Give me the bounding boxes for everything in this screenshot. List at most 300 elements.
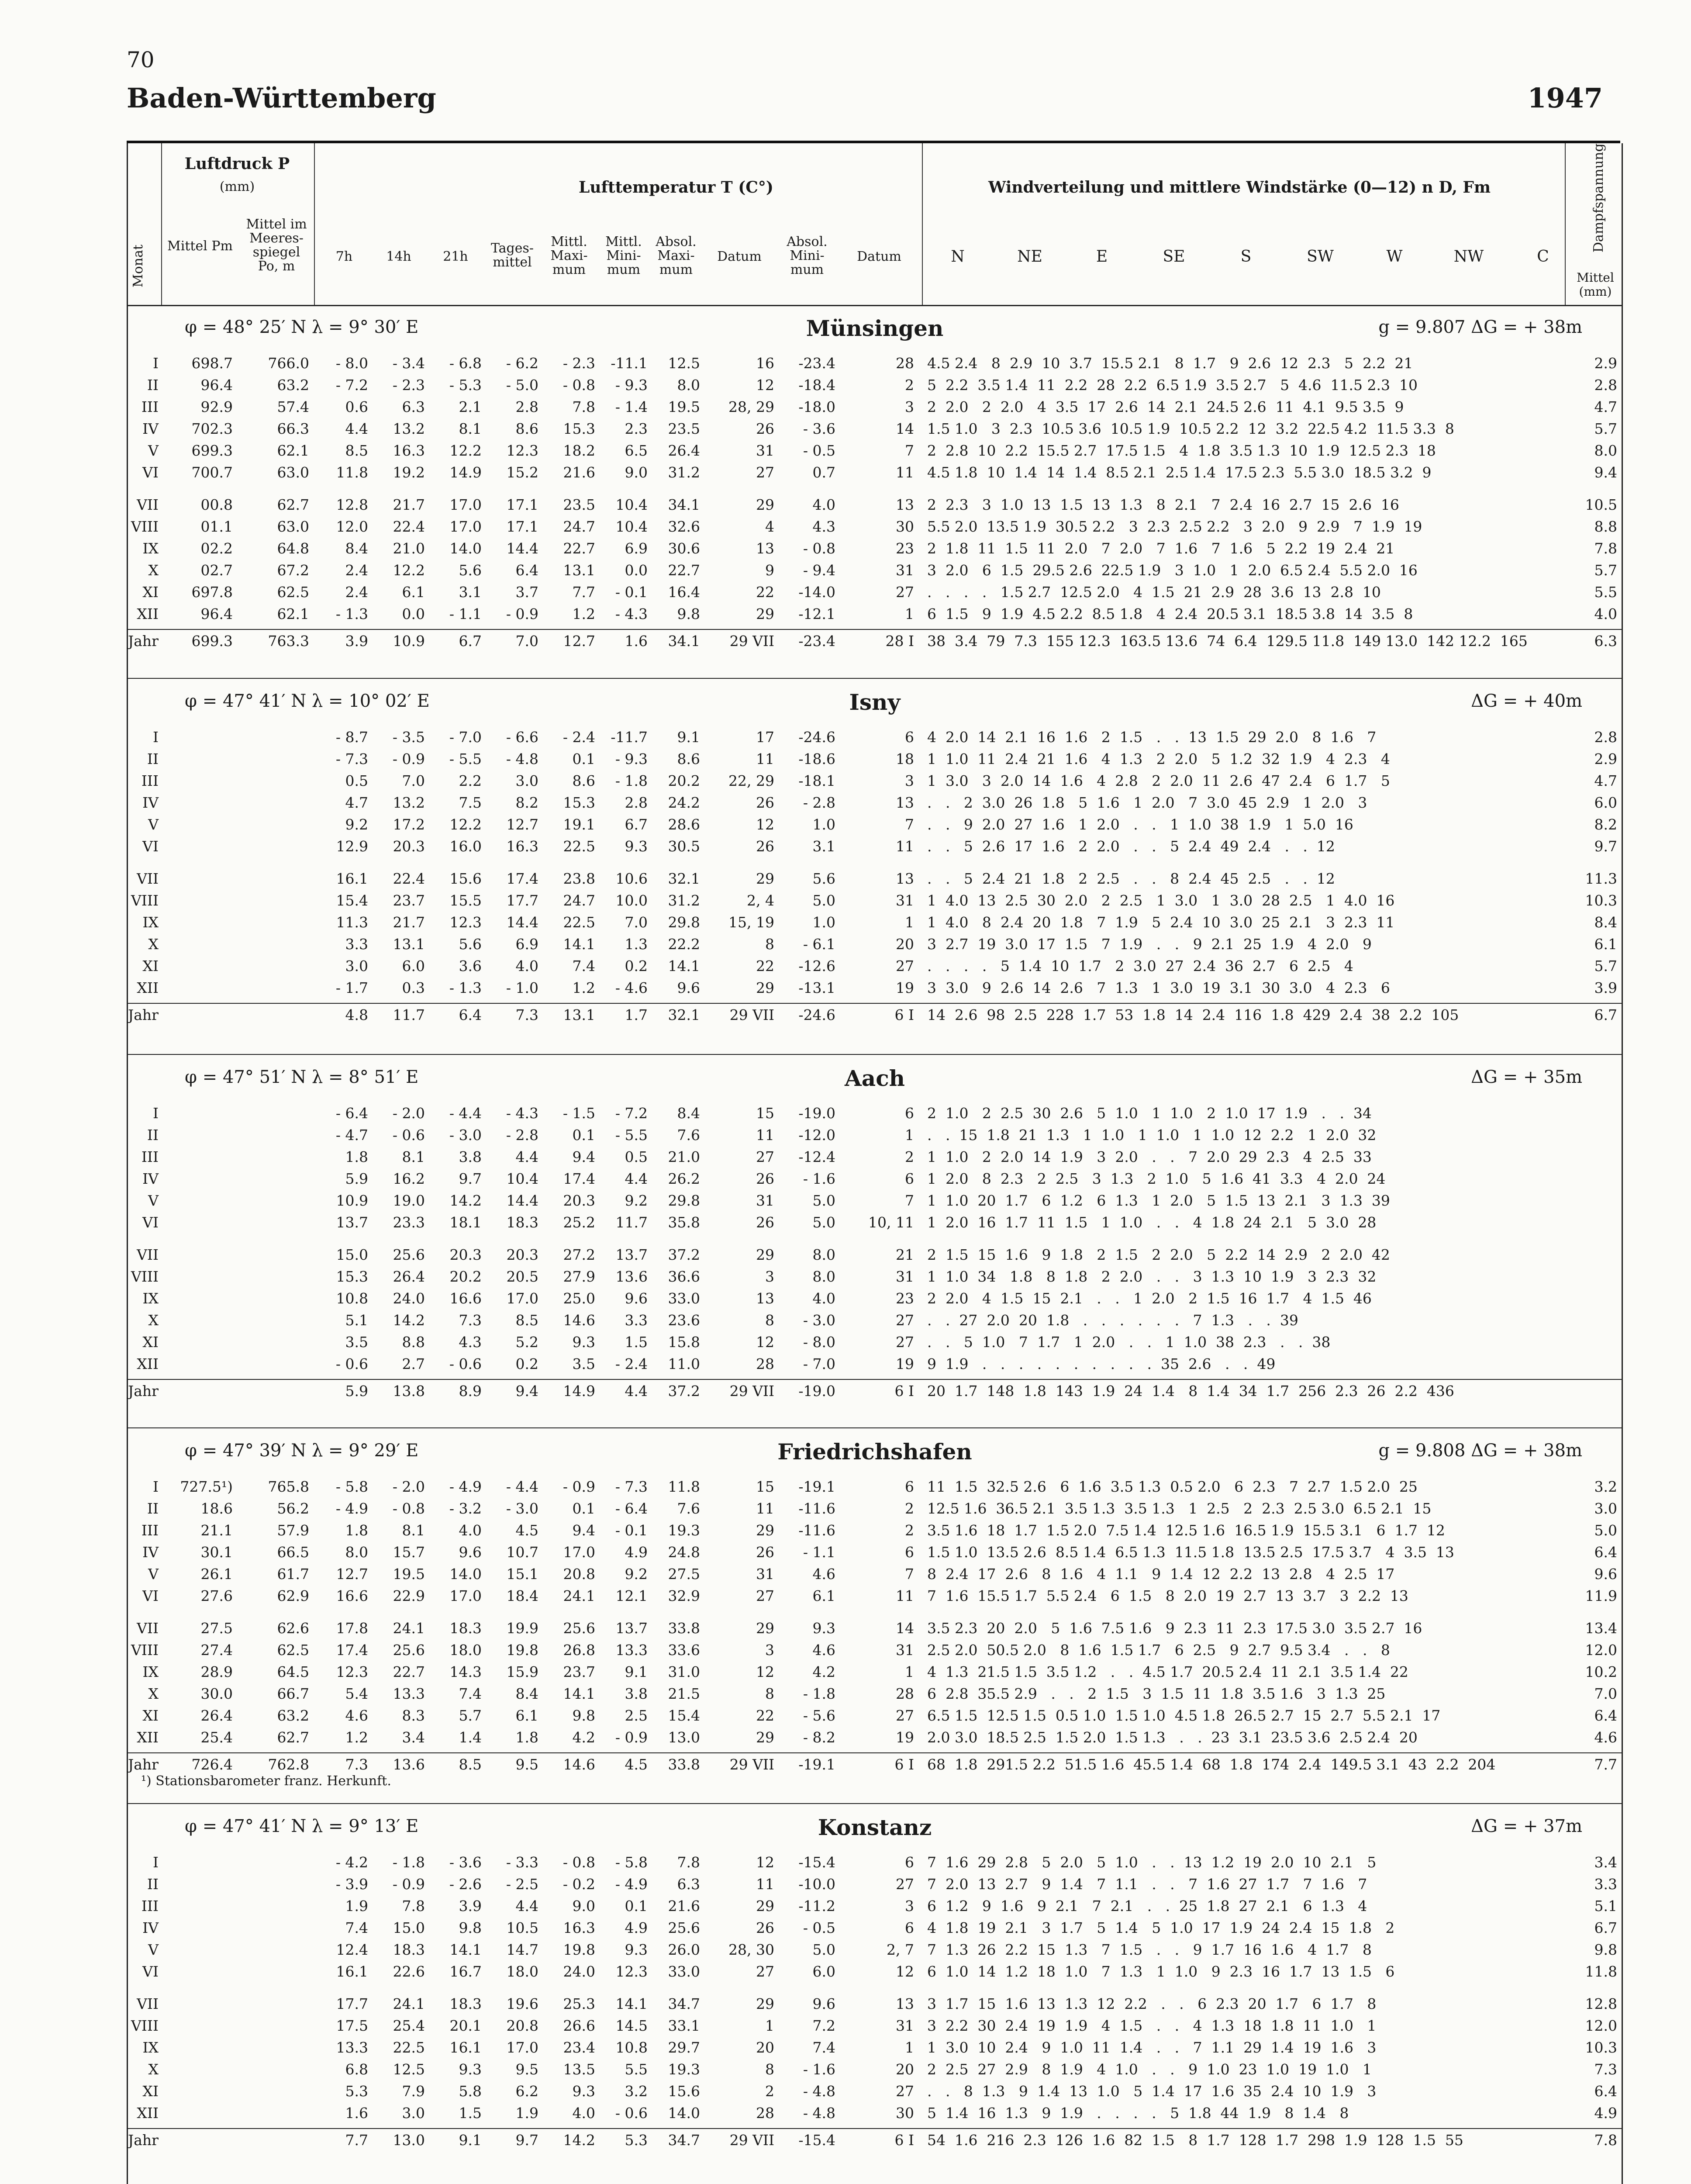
cell-wind: 6 1.2 9 1.6 9 2.1 7 2.1 . . 25 1.8 27 2.1 6 1.3 4 xyxy=(927,1897,1367,1914)
cell-mn: 10.0 xyxy=(615,892,648,909)
cell-t14: 21.7 xyxy=(393,914,425,931)
cell-tm: 8.6 xyxy=(515,420,538,437)
cell-t7: - 7.3 xyxy=(335,750,368,767)
cell-tm: 14.4 xyxy=(506,1192,538,1209)
cell-mn: 14.1 xyxy=(615,1995,648,2012)
station-coordinates: φ = 48° 25′ N λ = 9° 30′ E xyxy=(185,317,419,337)
cell-t14: 19.0 xyxy=(393,1192,425,1209)
cell-amn: - 1.8 xyxy=(803,1685,835,1702)
cell-t14: 13.6 xyxy=(393,1756,425,1773)
cell-amx: 35.8 xyxy=(668,1214,700,1231)
cell-mx: 14.6 xyxy=(563,1756,595,1773)
cell-tm: 6.2 xyxy=(515,2083,538,2100)
cell-d2: 30 xyxy=(896,2105,914,2122)
cell-mn: -11.7 xyxy=(611,729,648,746)
cell-mn: 0.2 xyxy=(625,957,648,975)
month-label: Jahr xyxy=(128,1382,159,1400)
cell-mx: 9.4 xyxy=(572,1148,595,1165)
cell-amn: 7.4 xyxy=(812,2039,835,2056)
month-label: VIII xyxy=(131,892,159,909)
cell-amn: -10.0 xyxy=(798,1876,835,1893)
cell-dampf: 5.7 xyxy=(1594,562,1617,579)
cell-tm: 17.0 xyxy=(506,1290,538,1307)
cell-dampf: 5.7 xyxy=(1594,420,1617,437)
cell-mx: 0.1 xyxy=(572,750,595,767)
cell-amx: 8.0 xyxy=(677,377,700,394)
cell-mx: 9.3 xyxy=(572,1334,595,1351)
cell-amn: - 0.5 xyxy=(803,442,835,459)
cell-amx: 30.5 xyxy=(668,838,700,855)
header-wind-sw: SW xyxy=(1307,248,1334,266)
cell-tm: 4.4 xyxy=(515,1148,538,1165)
cell-d1: 15 xyxy=(756,1105,774,1122)
cell-amx: 15.6 xyxy=(668,2083,700,2100)
cell-amn: 6.1 xyxy=(812,1587,835,1604)
cell-d1: 26 xyxy=(756,1170,774,1187)
cell-amn: - 4.8 xyxy=(803,2083,835,2100)
cell-amx: 7.6 xyxy=(677,1500,700,1517)
month-label: V xyxy=(148,442,159,459)
cell-amx: 16.4 xyxy=(668,584,700,601)
cell-tm: 17.0 xyxy=(506,2039,538,2056)
cell-t14: 24.1 xyxy=(393,1995,425,2012)
cell-pm: 30.0 xyxy=(200,1685,233,1702)
cell-pm: 26.4 xyxy=(200,1707,233,1724)
cell-t7: 7.4 xyxy=(345,1919,368,1936)
cell-amx: 14.1 xyxy=(668,957,700,975)
header-abs-max: Absol. Maxi-mum xyxy=(656,234,697,277)
cell-wind: 2 2.8 10 2.2 15.5 2.7 17.5 1.5 4 1.8 3.5 1.3 10 1.9 12.5 2.3 18 xyxy=(927,442,1436,459)
cell-d2: 3 xyxy=(905,398,914,415)
cell-mx: 17.4 xyxy=(563,1170,595,1187)
cell-t14: 16.2 xyxy=(393,1170,425,1187)
cell-po: 66.7 xyxy=(277,1685,309,1702)
cell-tm: 18.4 xyxy=(506,1587,538,1604)
cell-t7: 1.9 xyxy=(345,1897,368,1914)
cell-d1: 17 xyxy=(756,729,774,746)
cell-t21: 15.6 xyxy=(449,870,482,887)
cell-wind: 6 1.5 9 1.9 4.5 2.2 8.5 1.8 4 2.4 20.5 3.1 18.5 3.8 14 3.5 8 xyxy=(927,605,1413,622)
cell-d2: 28 I xyxy=(885,632,914,650)
month-label: VI xyxy=(142,464,159,481)
cell-dampf: 8.4 xyxy=(1594,914,1617,931)
cell-d2: 6 xyxy=(905,1854,914,1871)
cell-d1: 12 xyxy=(756,377,774,394)
cell-t21: 7.5 xyxy=(459,794,482,811)
cell-amx: 34.7 xyxy=(668,2132,700,2149)
table-row xyxy=(128,2015,1622,2036)
header-t7: 7h xyxy=(335,249,353,264)
cell-t14: 8.8 xyxy=(402,1334,425,1351)
cell-dampf: 2.8 xyxy=(1594,377,1617,394)
station-header xyxy=(128,1067,1622,1093)
cell-dampf: 7.7 xyxy=(1594,1756,1617,1773)
cell-wind: 11 1.5 32.5 2.6 6 1.6 3.5 1.3 0.5 2.0 6 2.3 7 2.7 1.5 2.0 25 xyxy=(927,1478,1418,1495)
cell-d1: 28, 29 xyxy=(728,398,774,415)
cell-t7: - 4.2 xyxy=(335,1854,368,1871)
cell-t7: 7.3 xyxy=(345,1756,368,1773)
cell-d1: 15 xyxy=(756,1478,774,1495)
cell-d1: 8 xyxy=(765,2061,774,2078)
month-label: XII xyxy=(137,979,159,996)
cell-t21: 17.0 xyxy=(449,518,482,535)
cell-d1: 1 xyxy=(765,2017,774,2034)
cell-mx: - 0.9 xyxy=(563,1478,595,1495)
cell-t21: 1.5 xyxy=(459,2105,482,2122)
cell-pm: 700.7 xyxy=(191,464,233,481)
cell-t21: - 4.9 xyxy=(449,1478,482,1495)
table-row xyxy=(128,1309,1622,1331)
cell-mx: - 0.2 xyxy=(563,1876,595,1893)
cell-d2: 20 xyxy=(896,2061,914,2078)
cell-amn: -15.4 xyxy=(798,1854,835,1871)
table-row xyxy=(128,439,1622,461)
cell-t21: 17.0 xyxy=(449,1587,482,1604)
month-label: VI xyxy=(142,1214,159,1231)
cell-t21: 6.4 xyxy=(459,1006,482,1023)
cell-tm: 8.2 xyxy=(515,794,538,811)
table-row xyxy=(128,1873,1622,1895)
cell-tm: 2.8 xyxy=(515,398,538,415)
station-header xyxy=(128,1441,1622,1467)
month-label: X xyxy=(148,2061,159,2078)
cell-t21: 4.0 xyxy=(459,1522,482,1539)
table-row xyxy=(128,559,1622,581)
cell-d2: 13 xyxy=(896,1995,914,2012)
header-wind-n: N xyxy=(951,248,965,266)
cell-tm: 6.1 xyxy=(515,1707,538,1724)
cell-tm: - 4.3 xyxy=(506,1105,538,1122)
cell-dampf: 2.8 xyxy=(1594,729,1617,746)
cell-d1: 3 xyxy=(765,1641,774,1659)
cell-d1: 29 xyxy=(756,605,774,622)
cell-po: 62.5 xyxy=(277,1641,309,1659)
month-label: VIII xyxy=(131,1641,159,1659)
cell-tm: 17.1 xyxy=(506,496,538,513)
cell-amx: 37.2 xyxy=(668,1246,700,1263)
cell-t7: 5.4 xyxy=(345,1685,368,1702)
cell-d1: 12 xyxy=(756,1334,774,1351)
cell-t21: - 5.5 xyxy=(449,750,482,767)
header-luftdruck: Luftdruck P xyxy=(184,155,290,173)
cell-amx: 9.6 xyxy=(677,979,700,996)
cell-wind: 2 2.0 2 2.0 4 3.5 17 2.6 14 2.1 24.5 2.6 11 4.1 9.5 3.5 9 xyxy=(927,398,1404,415)
cell-d1: 16 xyxy=(756,355,774,372)
cell-dampf: 6.0 xyxy=(1594,794,1617,811)
month-label: V xyxy=(148,1192,159,1209)
cell-d1: 27 xyxy=(756,1587,774,1604)
cell-mn: 13.6 xyxy=(615,1268,648,1285)
cell-pm: 92.9 xyxy=(200,398,233,415)
cell-t7: 15.3 xyxy=(336,1268,368,1285)
cell-d1: 29 xyxy=(756,1620,774,1637)
cell-d2: 1 xyxy=(905,914,914,931)
month-label: I xyxy=(152,1854,159,1871)
cell-amn: - 2.8 xyxy=(803,794,835,811)
cell-mx: 15.3 xyxy=(563,420,595,437)
station-name: Friedrichshafen xyxy=(777,1439,972,1465)
cell-t21: 6.7 xyxy=(459,632,482,650)
cell-t21: - 3.2 xyxy=(449,1500,482,1517)
cell-mn: - 7.3 xyxy=(615,1478,648,1495)
station-name: Konstanz xyxy=(818,1814,932,1840)
cell-wind: 3 2.0 6 1.5 29.5 2.6 22.5 1.9 3 1.0 1 2.0 6.5 2.4 5.5 2.0 16 xyxy=(927,562,1418,579)
cell-mx: 26.6 xyxy=(563,2017,595,2034)
cell-amx: 12.5 xyxy=(668,355,700,372)
cell-wind: 1 3.0 3 2.0 14 1.6 4 2.8 2 2.0 11 2.6 47 2.4 6 1.7 5 xyxy=(927,772,1390,789)
cell-pm: 697.8 xyxy=(191,584,233,601)
cell-wind: . . 2 3.0 26 1.8 5 1.6 1 2.0 7 3.0 45 2.9 1 2.0 3 xyxy=(927,794,1367,811)
table-row xyxy=(128,1726,1622,1748)
header-mittl-min: Mittl. Mini-mum xyxy=(605,234,642,277)
cell-t21: 14.9 xyxy=(449,464,482,481)
cell-t14: 24.0 xyxy=(393,1290,425,1307)
cell-amn: 1.0 xyxy=(812,914,835,931)
month-label: VII xyxy=(137,870,159,887)
cell-mn: 10.4 xyxy=(615,496,648,513)
table-row xyxy=(128,1265,1622,1287)
header-datum-2: Datum xyxy=(857,249,901,264)
cell-mn: 9.1 xyxy=(625,1663,648,1680)
cell-d2: 6 xyxy=(905,1544,914,1561)
cell-t7: 5.9 xyxy=(345,1382,368,1400)
month-label: Jahr xyxy=(128,1006,159,1023)
cell-t7: 12.9 xyxy=(336,838,368,855)
table-row xyxy=(128,1244,1622,1265)
cell-d2: 12 xyxy=(896,1963,914,1980)
month-label: Jahr xyxy=(128,2132,159,2149)
cell-mn: 4.9 xyxy=(625,1919,648,1936)
cell-amx: 19.5 xyxy=(668,398,700,415)
cell-d1: 12 xyxy=(756,816,774,833)
cell-dampf: 10.2 xyxy=(1585,1663,1617,1680)
cell-t21: - 7.0 xyxy=(449,729,482,746)
cell-mn: 10.6 xyxy=(615,870,648,887)
cell-t14: 18.3 xyxy=(393,1941,425,1958)
footnote: ¹) Stationsbarometer franz. Herkunft. xyxy=(141,1773,391,1789)
cell-amx: 26.2 xyxy=(668,1170,700,1187)
cell-mn: 0.1 xyxy=(625,1897,648,1914)
month-label: XI xyxy=(142,957,159,975)
cell-mn: -11.1 xyxy=(611,355,648,372)
table-row xyxy=(128,1704,1622,1726)
cell-amn: 1.0 xyxy=(812,816,835,833)
cell-wind: 1 4.0 8 2.4 20 1.8 7 1.9 5 2.4 10 3.0 25 2.1 3 2.3 11 xyxy=(927,914,1395,931)
cell-dampf: 4.0 xyxy=(1594,605,1617,622)
month-label: II xyxy=(147,1500,159,1517)
cell-d1: 29 xyxy=(756,1897,774,1914)
cell-d2: 6 I xyxy=(894,1382,914,1400)
month-label: X xyxy=(148,1685,159,1702)
cell-amn: -12.4 xyxy=(798,1148,835,1165)
cell-t14: 26.4 xyxy=(393,1268,425,1285)
cell-tm: 5.2 xyxy=(515,1334,538,1351)
cell-amx: 13.0 xyxy=(668,1729,700,1746)
cell-amn: 9.6 xyxy=(812,1995,835,2012)
cell-amx: 32.1 xyxy=(668,870,700,887)
cell-t14: - 0.9 xyxy=(392,1876,425,1893)
month-label: VIII xyxy=(131,518,159,535)
cell-t7: 0.6 xyxy=(345,398,368,415)
cell-mn: 4.9 xyxy=(625,1544,648,1561)
cell-mx: 14.1 xyxy=(563,1685,595,1702)
cell-tm: 1.9 xyxy=(515,2105,538,2122)
month-label: X xyxy=(148,562,159,579)
cell-d1: 29 xyxy=(756,1246,774,1263)
cell-t7: 4.6 xyxy=(345,1707,368,1724)
cell-wind: 7 1.6 15.5 1.7 5.5 2.4 6 1.5 8 2.0 19 2.7 13 3.7 3 2.2 13 xyxy=(927,1587,1408,1604)
month-label: II xyxy=(147,377,159,394)
cell-amx: 29.8 xyxy=(668,914,700,931)
cell-po: 67.2 xyxy=(277,562,309,579)
cell-wind: 7 1.3 26 2.2 15 1.3 7 1.5 . . 9 1.7 16 1.6 4 1.7 8 xyxy=(927,1941,1372,1958)
cell-t7: - 4.7 xyxy=(335,1127,368,1144)
cell-t21: 3.9 xyxy=(459,1897,482,1914)
cell-mn: 4.5 xyxy=(625,1756,648,1773)
cell-wind: 1 4.0 13 2.5 30 2.0 2 2.5 1 3.0 1 3.0 28 2.5 1 4.0 16 xyxy=(927,892,1395,909)
cell-amx: 6.3 xyxy=(677,1876,700,1893)
cell-mn: 12.3 xyxy=(615,1963,648,1980)
cell-t7: - 8.0 xyxy=(335,355,368,372)
table-row xyxy=(128,813,1622,835)
cell-t7: 16.1 xyxy=(336,870,368,887)
cell-d2: 31 xyxy=(896,1268,914,1285)
month-label: Jahr xyxy=(128,1756,159,1773)
header-wind-nw: NW xyxy=(1453,248,1484,266)
cell-t14: 19.5 xyxy=(393,1565,425,1583)
month-label: I xyxy=(152,1105,159,1122)
cell-tm: 9.5 xyxy=(515,2061,538,2078)
cell-wind: 2 2.0 4 1.5 15 2.1 . . 1 2.0 2 1.5 16 1.7 4 1.5 46 xyxy=(927,1290,1372,1307)
station-coordinates: φ = 47° 51′ N λ = 8° 51′ E xyxy=(185,1067,419,1087)
table-row xyxy=(128,835,1622,857)
station-header xyxy=(128,1816,1622,1842)
cell-amx: 31.2 xyxy=(668,464,700,481)
cell-d1: 12 xyxy=(756,1854,774,1871)
station-gravity: g = 9.807 ΔG = + 38m xyxy=(1378,317,1582,337)
cell-t14: 22.6 xyxy=(393,1963,425,1980)
cell-amn: 0.7 xyxy=(812,464,835,481)
cell-d1: 29 xyxy=(756,870,774,887)
cell-tm: 20.3 xyxy=(506,1246,538,1263)
station-name: Aach xyxy=(845,1065,905,1091)
header-mittel-po: Mittel im Meeres-spiegel Po, m xyxy=(246,217,307,274)
table-row xyxy=(128,2080,1622,2102)
cell-t21: 20.2 xyxy=(449,1268,482,1285)
month-label: Jahr xyxy=(128,632,159,650)
cell-wind: 3.5 1.6 18 1.7 1.5 2.0 7.5 1.4 12.5 1.6 16.5 1.9 15.5 3.1 6 1.7 12 xyxy=(927,1522,1445,1539)
cell-d2: 27 xyxy=(896,957,914,975)
cell-po: 62.5 xyxy=(277,584,309,601)
month-label: IX xyxy=(142,2039,159,2056)
cell-mn: 2.8 xyxy=(625,794,648,811)
cell-wind: 5 2.2 3.5 1.4 11 2.2 28 2.2 6.5 1.9 3.5 2.7 5 4.6 11.5 2.3 10 xyxy=(927,377,1418,394)
cell-dampf: 3.4 xyxy=(1594,1854,1617,1871)
cell-d1: 29 VII xyxy=(729,1756,774,1773)
cell-t7: 1.8 xyxy=(345,1148,368,1165)
cell-amx: 25.6 xyxy=(668,1919,700,1936)
cell-mx: 23.4 xyxy=(563,2039,595,2056)
cell-wind: 6.5 1.5 12.5 1.5 0.5 1.0 1.5 1.0 4.5 1.8 26.5 2.7 15 2.7 5.5 2.1 17 xyxy=(927,1707,1441,1724)
table-row xyxy=(128,515,1622,537)
cell-d1: 27 xyxy=(756,464,774,481)
cell-tm: 6.4 xyxy=(515,562,538,579)
cell-d1: 12 xyxy=(756,1663,774,1680)
cell-amn: -12.1 xyxy=(798,605,835,622)
cell-t21: 5.7 xyxy=(459,1707,482,1724)
cell-d2: 19 xyxy=(896,1729,914,1746)
cell-wind: 68 1.8 291.5 2.2 51.5 1.6 45.5 1.4 68 1.8 174 2.4 149.5 3.1 43 2.2 204 xyxy=(927,1756,1496,1773)
cell-d1: 22, 29 xyxy=(728,772,774,789)
month-label: IX xyxy=(142,914,159,931)
cell-mx: 4.2 xyxy=(572,1729,595,1746)
cell-d1: 4 xyxy=(765,518,774,535)
month-label: X xyxy=(148,1312,159,1329)
header-mittl-max: Mittl. Maxi-mum xyxy=(550,234,588,277)
cell-wind: 14 2.6 98 2.5 228 1.7 53 1.8 14 2.4 116 1.8 429 2.4 38 2.2 105 xyxy=(927,1006,1459,1023)
cell-tm: 4.5 xyxy=(515,1522,538,1539)
cell-d1: 11 xyxy=(756,1500,774,1517)
cell-wind: 3 1.7 15 1.6 13 1.3 12 2.2 . . 6 2.3 20 1.7 6 1.7 8 xyxy=(927,1995,1377,2012)
month-label: IX xyxy=(142,540,159,557)
cell-wind: 3 2.7 19 3.0 17 1.5 7 1.9 . . 9 2.1 25 1.9 4 2.0 9 xyxy=(927,936,1372,953)
table-row xyxy=(128,1661,1622,1683)
cell-wind: 6 2.8 35.5 2.9 . . 2 1.5 3 1.5 11 1.8 3.5 1.6 3 1.3 25 xyxy=(927,1685,1386,1702)
table-row xyxy=(128,977,1622,999)
cell-d1: 28 xyxy=(756,2105,774,2122)
cell-tm: 3.0 xyxy=(515,772,538,789)
cell-mx: 23.7 xyxy=(563,1663,595,1680)
cell-dampf: 11.9 xyxy=(1585,1587,1617,1604)
cell-wind: 54 1.6 216 2.3 126 1.6 82 1.5 8 1.7 128 1.7 298 1.9 128 1.5 55 xyxy=(927,2132,1463,2149)
cell-wind: 1.5 1.0 13.5 2.6 8.5 1.4 6.5 1.3 11.5 1.8 13.5 2.5 17.5 3.7 4 3.5 13 xyxy=(927,1544,1454,1561)
cell-t21: - 4.4 xyxy=(449,1105,482,1122)
cell-d1: 29 xyxy=(756,1995,774,2012)
cell-mx: 9.0 xyxy=(572,1897,595,1914)
cell-amx: 21.6 xyxy=(668,1897,700,1914)
cell-mn: 1.3 xyxy=(625,936,648,953)
cell-mx: 14.6 xyxy=(563,1312,595,1329)
cell-tm: 10.4 xyxy=(506,1170,538,1187)
cell-wind: . . . . 1.5 2.7 12.5 2.0 4 1.5 21 2.9 28 3.6 13 2.8 10 xyxy=(927,584,1381,601)
cell-pm: 25.4 xyxy=(200,1729,233,1746)
cell-mx: - 2.3 xyxy=(563,355,595,372)
cell-t7: - 8.7 xyxy=(335,729,368,746)
cell-d2: 3 xyxy=(905,772,914,789)
cell-mx: 14.1 xyxy=(563,936,595,953)
cell-d2: 10, 11 xyxy=(868,1214,914,1231)
cell-wind: 3 2.2 30 2.4 19 1.9 4 1.5 . . 4 1.3 18 1.8 11 1.0 1 xyxy=(927,2017,1377,2034)
cell-pm: 699.3 xyxy=(191,632,233,650)
cell-tm: 6.9 xyxy=(515,936,538,953)
cell-d2: 6 xyxy=(905,1170,914,1187)
cell-amn: -18.4 xyxy=(798,377,835,394)
cell-t7: 4.8 xyxy=(345,1006,368,1023)
year-row xyxy=(128,629,1622,658)
cell-t21: 14.2 xyxy=(449,1192,482,1209)
cell-mx: 15.3 xyxy=(563,794,595,811)
cell-d1: 2 xyxy=(765,2083,774,2100)
cell-mx: 9.3 xyxy=(572,2083,595,2100)
cell-mx: 7.8 xyxy=(572,398,595,415)
cell-t7: 11.8 xyxy=(336,464,368,481)
month-label: III xyxy=(141,1897,159,1914)
month-label: XI xyxy=(142,2083,159,2100)
cell-mx: 9.4 xyxy=(572,1522,595,1539)
cell-amn: -15.4 xyxy=(798,2132,835,2149)
station-rows xyxy=(128,352,1622,658)
cell-po: 63.0 xyxy=(277,518,309,535)
